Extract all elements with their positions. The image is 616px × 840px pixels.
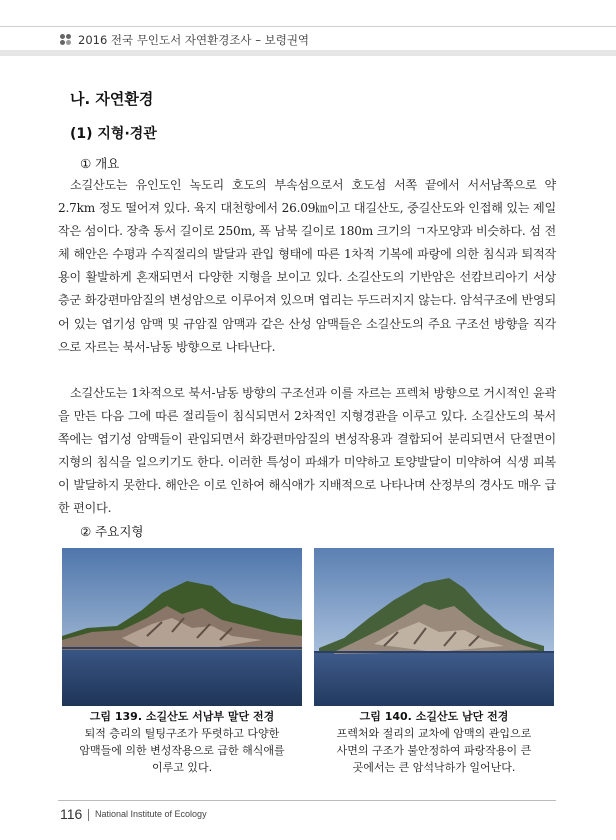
figure-139-label: 그림 139. 소길산도 서남부 말단 전경: [89, 710, 275, 723]
running-header: 2016 전국 무인도서 자연환경조사 – 보령권역: [78, 33, 310, 47]
paragraph-structure: [58, 382, 556, 521]
paragraph-structure-text: 소길산도는 1차적으로 북서-남동 방향의 구조선과 이를 자르는 프렉처 방향으로 거시적인 윤곽을 만든 다음 그에 따른 절리들이 침식되면서 2차적인 지형경관을 이루고 있다. 소길산도의 북서쪽에는 엽기성 암맥들이 관입되면서 화강편마암질의 변성작용과 결합되어 분리되면서 단절면이 지형의 침식을 일으키기도 한다. 이러한 특성이 파쇄가 미약하고 토양발달이 미약하여 식생 피복이 발달하지 못한다. 해안은 이로 인하여 해식애가 지배적으로 나타나며 산정부의 경사도 매우 급한 편이다.: [58, 386, 556, 516]
figure-140-label: 그림 140. 소길산도 남단 전경: [359, 710, 509, 723]
page-number: 116: [60, 806, 83, 822]
header-dots-icon: [60, 34, 72, 46]
item-landforms-title: ② 주요지형: [80, 524, 144, 539]
footer-institution: National Institute of Ecology: [95, 809, 207, 819]
footer-rule: [58, 800, 556, 801]
item-overview-title: ① 개요: [80, 156, 120, 171]
figure-139-caption: [62, 708, 302, 776]
figure-139-desc-line2: 암맥들에 의한 변성작용으로 급한 해식애를: [79, 744, 285, 757]
subsection-title: (1) 지형·경관: [70, 126, 157, 142]
paragraph-overview: [58, 174, 556, 359]
photo-south-end: [314, 548, 554, 706]
figure-140-desc-line3: 곳에서는 큰 암석낙하가 일어난다.: [352, 761, 516, 774]
section-title: 나. 자연환경: [70, 90, 154, 108]
figure-140-desc-line1: 프렉처와 절리의 교차에 암맥의 관입으로: [336, 727, 532, 740]
header-rule-top: [0, 26, 616, 27]
header-rule: [0, 50, 616, 56]
paragraph-overview-text: 소길산도는 유인도인 녹도리 호도의 부속섬으로서 호도섬 서쪽 끝에서 서서남쪽으로 약 2.7km 정도 떨어져 있다. 육지 대천항에서 26.09㎞이고 대길산도, 중길산도와 인접해 있는 제일 작은 섬이다. 장축 동서 길이로 250m, 폭 남북 길이로 180m 크기의 ㄱ자모양과 비슷하다. 섬 전체 해안은 수평과 수직절리의 발달과 관입 형태에 따른 1차적 기복에 파랑에 의한 침식과 퇴적작용이 활발하게 혼재되면서 다양한 지형을 보이고 있다. 소길산도의 기반암은 선캄브리아기 서상층군 화강편마암질의 변성암으로 이루어져 있으며 엽리는 두드러지지 않는다. 암석구조에 반영되어 있는 엽기성 암맥 및 규암질 암맥과 같은 산성 암맥들은 소길산도의 주요 구조선 방향을 직각으로 자르는 북서-남동 방향으로 나타난다.: [58, 178, 556, 354]
figure-139-desc-line1: 퇴적 층리의 틸팅구조가 뚜렷하고 다양한: [84, 727, 280, 740]
footer-separator: [88, 809, 89, 821]
photo-southwest-end: [62, 548, 302, 706]
figure-140-desc-line2: 사면의 구조가 불안정하여 파랑작용이 큰: [336, 744, 532, 757]
figure-139-desc-line3: 이루고 있다.: [151, 761, 213, 774]
figure-140-caption: [314, 708, 554, 776]
